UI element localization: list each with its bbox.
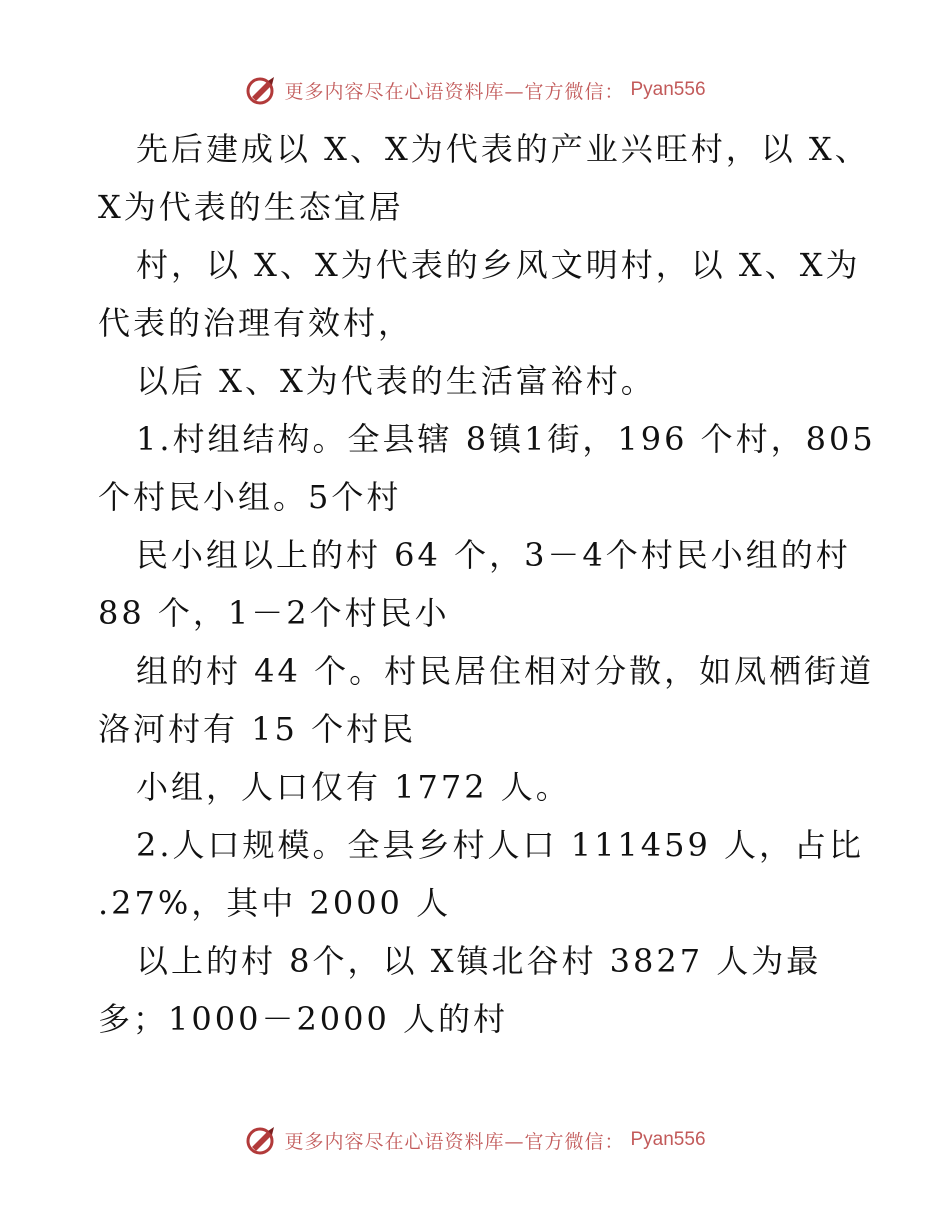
text-line: 民小组以上的村 64 个，3－4个村民小组的村 <box>136 536 851 574</box>
text-line: X为代表的生态宜居 <box>98 188 404 226</box>
text-line: 小组，人口仅有 1772 人。 <box>136 768 571 806</box>
text-line: 以后 X、X为代表的生活富裕村。 <box>136 362 656 400</box>
text-line: 88 个，1－2个村民小 <box>98 594 450 632</box>
pen-logo-icon <box>244 1123 278 1157</box>
text-line: 2.人口规模。全县乡村人口 111459 人，占比 <box>136 826 865 864</box>
document-body <box>98 120 876 1048</box>
text-line: 1.村组结构。全县辖 8镇1街，196 个村，805 <box>136 420 876 458</box>
text-line: 个村民小组。5个村 <box>98 478 402 516</box>
text-line: 村，以 X、X为代表的乡风文明村，以 X、X为 <box>136 246 861 284</box>
footer-watermark <box>0 1120 950 1160</box>
text-line: 洛河村有 15 个村民 <box>98 710 417 748</box>
text-line: 多；1000－2000 人的村 <box>98 1000 509 1038</box>
text-line: .27%，其中 2000 人 <box>98 884 452 922</box>
text-line: 组的村 44 个。村民居住相对分散，如凤栖街道 <box>136 652 875 690</box>
text-line: 代表的治理有效村， <box>98 304 414 342</box>
header-watermark <box>0 70 950 110</box>
text-line: 以上的村 8个，以 X镇北谷村 3827 人为最 <box>136 942 822 980</box>
watermark-wechat-id: Pyan556 <box>630 79 706 100</box>
watermark-text: 更多内容尽在心语资料库—官方微信： <box>284 80 625 103</box>
watermark-wechat-id: Pyan556 <box>630 1129 706 1150</box>
pen-logo-icon <box>244 73 278 107</box>
watermark-text: 更多内容尽在心语资料库—官方微信： <box>284 1130 625 1153</box>
text-line: 先后建成以 X、X为代表的产业兴旺村，以 X、 <box>136 130 870 168</box>
